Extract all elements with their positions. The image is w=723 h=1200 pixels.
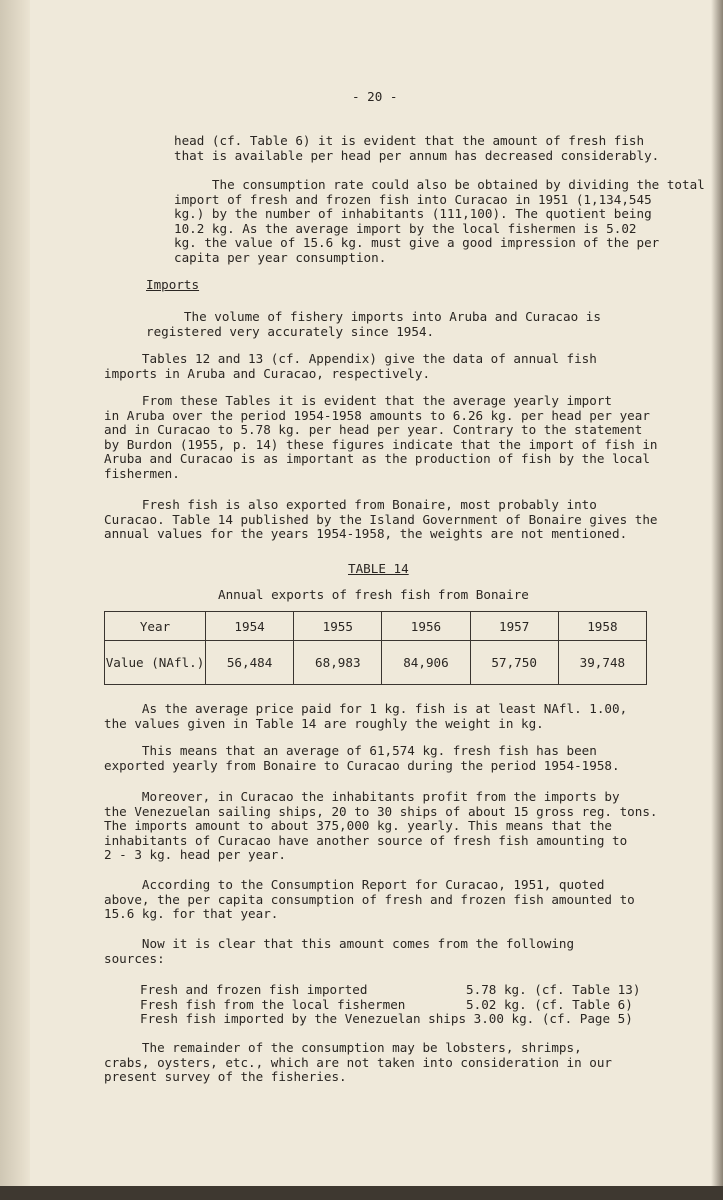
paragraph: This means that an average of 61,574 kg. fresh fish has been exported yearly from Bonaire to Curacao during the period 1954-1958.	[104, 743, 620, 773]
paragraph: Fresh fish is also exported from Bonaire, most probably into Curacao. Table 14 published by the Island Government of Bonaire gives the annual values for the years 1954-1958, the weights are not mentioned.	[104, 497, 658, 542]
paragraph: head (cf. Table 6) it is evident that the amount of fresh fish that is available per head per annum has decreased considerably.	[174, 133, 660, 163]
table-header-row	[105, 612, 647, 641]
paragraph: Now it is clear that this amount comes from the following sources:	[104, 936, 575, 966]
table-row-header: Year	[105, 612, 206, 641]
paragraph: The volume of fishery imports into Aruba and Curacao is registered very accurately since 1954.	[146, 309, 601, 339]
table-cell-value: 68,983	[294, 641, 382, 685]
paragraph: The consumption rate could also be obtained by dividing the total import of fresh and frozen fish into Curacao in 1951 (1,134,545 kg.) by the number of inhabitants (111,100). The quotient being 10.2 kg. As the average import by the local fishermen is 5.02 kg. the value of 15.6 kg. must give a good impression of the per capita per year consumption.	[174, 177, 705, 265]
page-number: - 20 -	[352, 89, 398, 104]
paragraph: Tables 12 and 13 (cf. Appendix) give the data of annual fish imports in Aruba and Curacao, respectively.	[104, 351, 597, 381]
table-cell-year: 1957	[470, 612, 558, 641]
paragraph: From these Tables it is evident that the average yearly import in Aruba over the period 1954-1958 amounts to 6.26 kg. per head per year and in Curacao to 5.78 kg. per head per year. Contrary to the statement by Burdon (1955, p. 14) these figures indicate that the import of fish in Aruba and Curacao is as important as the production of fish by the local fishermen.	[104, 393, 658, 481]
paragraph: As the average price paid for 1 kg. fish is at least NAfl. 1.00, the values given in Table 14 are roughly the weight in kg.	[104, 701, 628, 731]
sources-list: Fresh and frozen fish imported 5.78 kg. (cf. Table 13) Fresh fish from the local fishermen 5.02 kg. (cf. Table 6) Fresh fish imported by the Venezuelan ships 3.00 kg. (cf. Page 5)	[140, 982, 641, 1027]
paragraph: The remainder of the consumption may be lobsters, shrimps, crabs, oysters, etc., which are not taken into consideration in our present survey of the fisheries.	[104, 1040, 612, 1085]
table-cell-year: 1954	[206, 612, 294, 641]
table-cell-year: 1955	[294, 612, 382, 641]
section-heading-imports: Imports	[146, 277, 200, 292]
table-cell-year: 1956	[382, 612, 470, 641]
table-label: TABLE 14	[348, 561, 409, 576]
table-row-header: Value (NAfl.)	[105, 641, 206, 685]
table-cell-value: 56,484	[206, 641, 294, 685]
paragraph: According to the Consumption Report for Curacao, 1951, quoted above, the per capita consumption of fresh and frozen fish amounted to 15.6 kg. for that year.	[104, 877, 635, 922]
table-cell-year: 1958	[558, 612, 646, 641]
paragraph: Moreover, in Curacao the inhabitants profit from the imports by the Venezuelan sailing ships, 20 to 30 ships of about 15 gross reg. tons. The imports amount to about 375,000 kg. yearly. This means that the inhabitants of Curacao have another source of fresh fish amounting to 2 - 3 kg. head per year.	[104, 789, 658, 863]
table-cell-value: 57,750	[470, 641, 558, 685]
table-caption: Annual exports of fresh fish from Bonaire	[218, 587, 529, 602]
table-row	[105, 641, 647, 685]
scan-edge	[0, 1186, 723, 1200]
table-cell-value: 84,906	[382, 641, 470, 685]
table-cell-value: 39,748	[558, 641, 646, 685]
exports-table	[104, 611, 647, 685]
